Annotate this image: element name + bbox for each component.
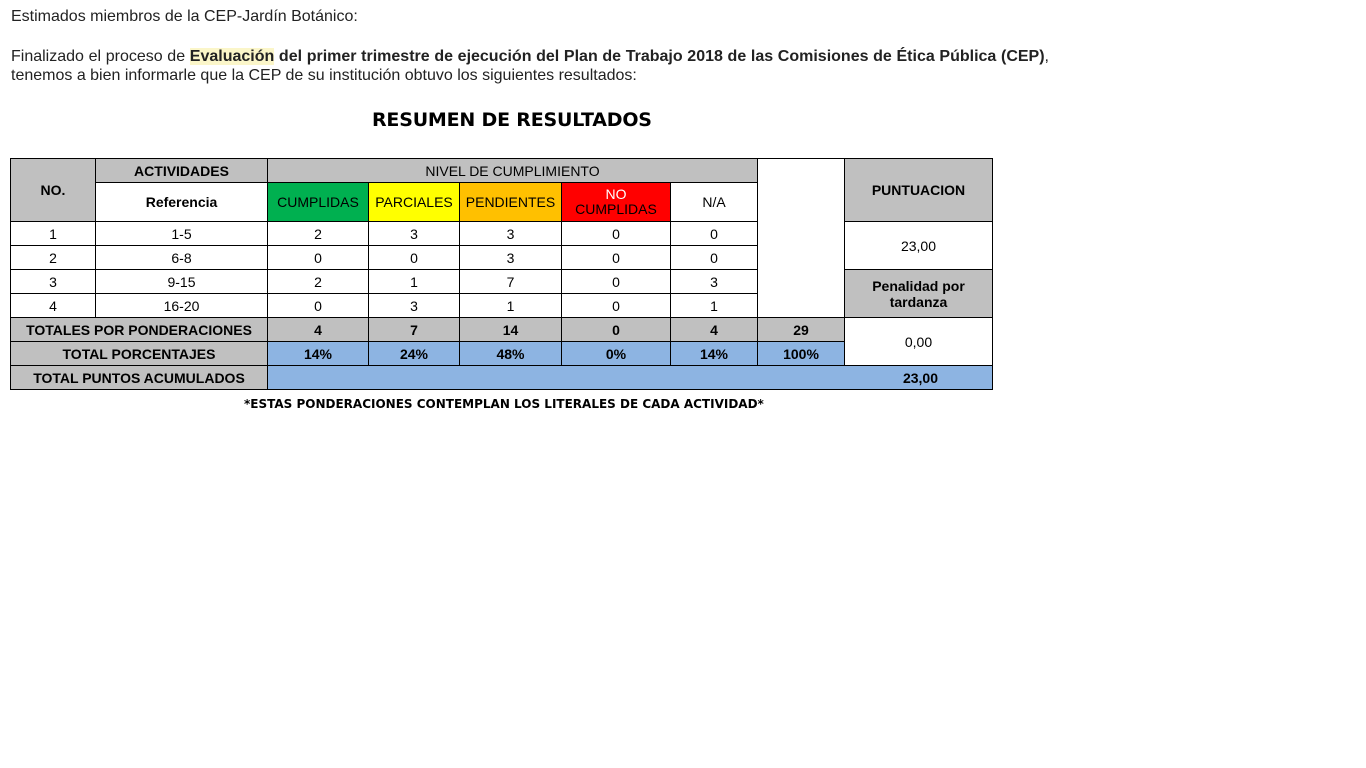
totales-no-cumplidas: 0	[562, 318, 671, 342]
header-puntuacion: PUNTUACION	[845, 159, 993, 222]
totales-cumplidas: 4	[268, 318, 369, 342]
porcentajes-cumplidas: 14%	[268, 342, 369, 366]
penalidad-label-line1: Penalidad por	[872, 277, 965, 294]
row-4-no-cumplidas: 0	[562, 294, 671, 318]
totales-total: 29	[758, 318, 845, 342]
row-1-no: 1	[11, 222, 96, 246]
row-1-parciales: 3	[369, 222, 460, 246]
row-2-parciales: 0	[369, 246, 460, 270]
greeting-text: Estimados miembros de la CEP-Jardín Botánico:	[11, 8, 358, 25]
row-3-ref: 9-15	[96, 270, 268, 294]
row-4-ref: 16-20	[96, 294, 268, 318]
porcentajes-label: TOTAL PORCENTAJES	[11, 342, 268, 366]
row-3-cumplidas: 2	[268, 270, 369, 294]
row-2-no: 2	[11, 246, 96, 270]
row-2-cumplidas: 0	[268, 246, 369, 270]
row-4-cumplidas: 0	[268, 294, 369, 318]
totales-parciales: 7	[369, 318, 460, 342]
row-2-pendientes: 3	[460, 246, 562, 270]
row-3-parciales: 1	[369, 270, 460, 294]
intro-prefix: Finalizado el proceso de	[11, 48, 190, 65]
intro-paragraph	[11, 47, 1049, 85]
row-3-no-cumplidas: 0	[562, 270, 671, 294]
row-4-pendientes: 1	[460, 294, 562, 318]
totales-label: TOTALES POR PONDERACIONES	[11, 318, 268, 342]
porcentajes-na: 14%	[671, 342, 758, 366]
acumulados-label: TOTAL PUNTOS ACUMULADOS	[11, 366, 268, 390]
intro-suffix: , tenemos a bien informarle que la CEP de su institución obtuvo los siguientes resultados:	[11, 48, 1049, 84]
header-no-cumplidas-line2: CUMPLIDAS	[575, 201, 657, 217]
penalidad-label-line2: tardanza	[889, 293, 948, 310]
intro-bold: del primer trimestre de ejecución del Plan de Trabajo 2018 de las Comisiones de Ética Pública (CEP)	[274, 48, 1045, 65]
row-3-no: 3	[11, 270, 96, 294]
row-4-na: 1	[671, 294, 758, 318]
header-pendientes: PENDIENTES	[460, 183, 562, 222]
porcentajes-parciales: 24%	[369, 342, 460, 366]
header-no-cumplidas-line1: NO	[605, 186, 627, 202]
header-no-cumplidas	[562, 183, 671, 222]
row-4-parciales: 3	[369, 294, 460, 318]
row-1-pendientes: 3	[460, 222, 562, 246]
row-2-ref: 6-8	[96, 246, 268, 270]
porcentajes-pendientes: 48%	[460, 342, 562, 366]
row-1-na: 0	[671, 222, 758, 246]
puntuacion-value: 23,00	[845, 222, 993, 270]
header-no: NO.	[11, 159, 96, 222]
acumulados-value: 23,00	[268, 366, 993, 390]
header-parciales: PARCIALES	[369, 183, 460, 222]
penalidad-value: 0,00	[845, 318, 993, 366]
header-nivel-cumplimiento: NIVEL DE CUMPLIMIENTO	[268, 159, 758, 183]
header-na: N/A	[671, 183, 758, 222]
header-actividades: ACTIVIDADES	[96, 159, 268, 183]
row-1-cumplidas: 2	[268, 222, 369, 246]
row-1-ref: 1-5	[96, 222, 268, 246]
totales-na: 4	[671, 318, 758, 342]
row-3-pendientes: 7	[460, 270, 562, 294]
blank-column	[758, 159, 845, 318]
row-2-no-cumplidas: 0	[562, 246, 671, 270]
totales-pendientes: 14	[460, 318, 562, 342]
header-cumplidas: CUMPLIDAS	[268, 183, 369, 222]
porcentajes-total: 100%	[758, 342, 845, 366]
porcentajes-no-cumplidas: 0%	[562, 342, 671, 366]
intro-highlight: Evaluación	[189, 48, 275, 65]
row-2-na: 0	[671, 246, 758, 270]
penalidad-label	[845, 270, 993, 318]
results-table	[10, 158, 993, 390]
row-1-no-cumplidas: 0	[562, 222, 671, 246]
row-4-no: 4	[11, 294, 96, 318]
header-referencia: Referencia	[96, 183, 268, 222]
footnote: *ESTAS PONDERACIONES CONTEMPLAN LOS LITERALES DE CADA ACTIVIDAD*	[244, 397, 764, 411]
row-3-na: 3	[671, 270, 758, 294]
summary-title: RESUMEN DE RESULTADOS	[372, 109, 652, 131]
